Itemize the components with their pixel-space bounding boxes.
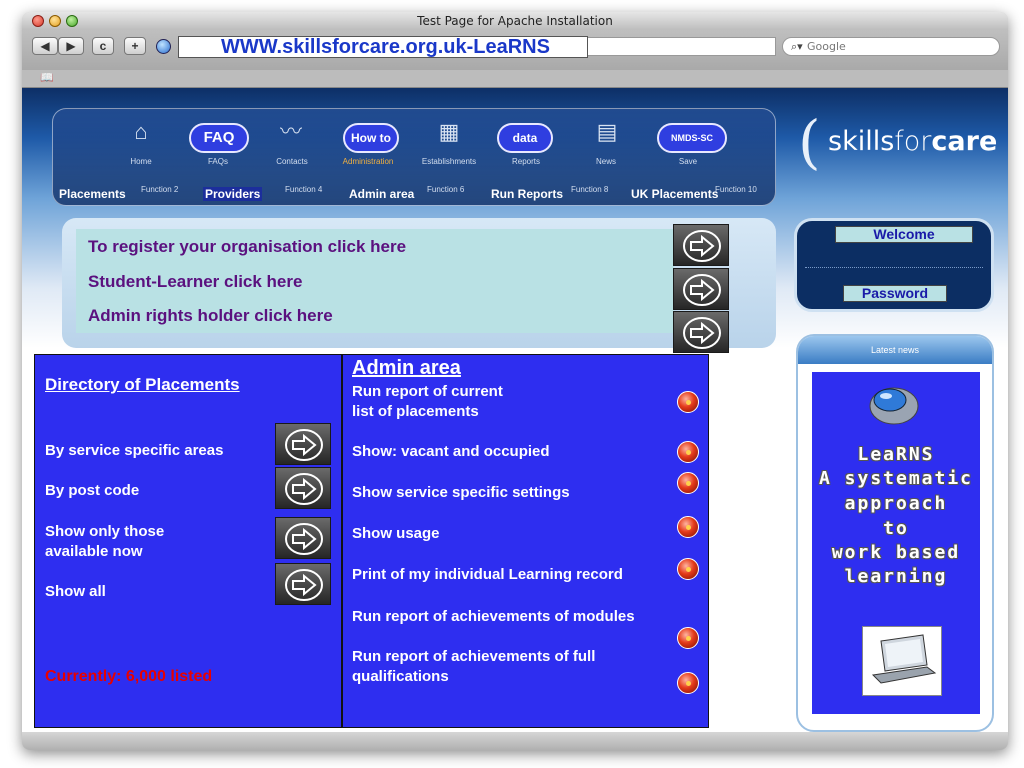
news-icon[interactable]: ▤	[596, 119, 618, 144]
add-bookmark-button[interactable]: +	[124, 37, 146, 55]
student-learner-arrow-button[interactable]	[673, 268, 729, 310]
news-line-work-based: work based	[831, 542, 961, 563]
browser-toolbar	[22, 30, 1008, 70]
bookmarks-bar	[22, 70, 1008, 88]
skillsforcare-logo	[798, 108, 998, 176]
admin-area-heading[interactable]: Admin area	[352, 357, 461, 379]
arrow-right-icon	[284, 472, 324, 506]
laptop-icon[interactable]	[862, 626, 942, 696]
how-to-button[interactable]: How to	[343, 123, 399, 153]
logo-swoosh-icon: (	[798, 108, 821, 176]
minimize-window-button[interactable]	[49, 15, 61, 27]
register-organisation-arrow-button[interactable]	[673, 224, 729, 266]
nav-link-uk-placements[interactable]: UK Placements	[631, 187, 719, 201]
search-placeholder: Google	[807, 40, 846, 53]
news-line-to: to	[883, 518, 909, 539]
nav-label-news[interactable]: News	[595, 157, 616, 166]
news-content	[812, 372, 980, 714]
vacant-occupied-link[interactable]: Show: vacant and occupied	[352, 443, 550, 460]
function-4-label: Function 4	[285, 185, 323, 194]
service-areas-arrow-button[interactable]	[275, 423, 331, 465]
learning-record-button[interactable]	[677, 558, 699, 580]
news-line-learning: learning	[844, 566, 948, 587]
service-settings-button[interactable]	[677, 472, 699, 494]
qualifications-report-button[interactable]	[677, 672, 699, 694]
by-post-code-link[interactable]: By post code	[45, 482, 140, 499]
latest-news-panel	[796, 334, 994, 732]
close-window-button[interactable]	[32, 15, 44, 27]
qualifications-report-link[interactable]: Run report of achievements of full	[352, 648, 596, 665]
show-available-link-line2[interactable]: available now	[45, 543, 143, 560]
arrow-right-icon	[284, 568, 324, 602]
qualifications-report-link-line2[interactable]: qualifications	[352, 668, 449, 685]
function-6-label: Function 6	[427, 185, 465, 194]
site-favicon-icon	[156, 39, 171, 54]
arrow-right-icon	[284, 428, 324, 462]
post-code-arrow-button[interactable]	[275, 467, 331, 509]
news-line-learns: LeaRNS	[857, 444, 935, 465]
nav-label-home[interactable]: Home	[130, 157, 152, 166]
nav-label-faqs[interactable]: FAQs	[207, 157, 228, 166]
mouse-icon	[864, 380, 924, 426]
vacant-occupied-button[interactable]	[677, 441, 699, 463]
book-icon[interactable]: 📖	[40, 72, 54, 84]
logo-text: skillsforcare	[828, 126, 998, 157]
nav-label-establishments[interactable]: Establishments	[421, 157, 477, 166]
data-button[interactable]: data	[497, 123, 553, 153]
admin-rights-holder-link[interactable]: Admin rights holder click here	[88, 306, 333, 325]
search-icon: ⌕▾	[791, 40, 803, 53]
arrow-right-icon	[682, 273, 722, 307]
show-usage-link[interactable]: Show usage	[352, 525, 440, 542]
function-2-label: Function 2	[141, 185, 179, 194]
current-placements-button[interactable]	[677, 391, 699, 413]
arrow-right-icon	[284, 522, 324, 556]
browser-window	[22, 12, 1008, 750]
modules-report-button[interactable]	[677, 627, 699, 649]
password-field[interactable]: Password	[843, 285, 947, 302]
news-line-approach: approach	[844, 493, 948, 514]
nav-link-run-reports[interactable]: Run Reports	[491, 187, 563, 201]
show-all-link[interactable]: Show all	[45, 583, 106, 600]
nav-label-reports[interactable]: Reports	[511, 157, 540, 166]
student-learner-link[interactable]: Student-Learner click here	[88, 272, 303, 291]
zoom-window-button[interactable]	[66, 15, 78, 27]
service-settings-link[interactable]: Show service specific settings	[352, 484, 570, 501]
arrow-right-icon	[682, 316, 722, 350]
latest-news-header: Latest news	[798, 336, 992, 364]
admin-area-panel	[342, 354, 709, 728]
available-now-arrow-button[interactable]	[275, 517, 331, 559]
page-content	[22, 88, 1008, 732]
address-bar[interactable]	[178, 36, 588, 58]
nav-link-placements[interactable]: Placements	[59, 187, 126, 201]
establishments-icon[interactable]: ▦	[438, 119, 460, 144]
back-button[interactable]	[32, 37, 58, 55]
learning-record-link[interactable]: Print of my individual Learning record	[352, 566, 623, 583]
reload-button[interactable]: c	[92, 37, 114, 55]
faq-button[interactable]: FAQ	[189, 123, 249, 153]
status-bar	[22, 732, 1008, 750]
show-usage-button[interactable]	[677, 516, 699, 538]
current-placements-report-link-line2[interactable]: list of placements	[352, 403, 479, 420]
nav-panel	[52, 108, 776, 206]
directory-panel	[34, 354, 342, 728]
current-placements-report-link[interactable]: Run report of current	[352, 383, 503, 400]
directory-heading[interactable]: Directory of Placements	[45, 375, 240, 394]
show-available-link[interactable]: Show only those	[45, 523, 165, 540]
welcome-field[interactable]: Welcome	[835, 226, 973, 243]
search-field[interactable]	[782, 37, 1000, 56]
home-icon[interactable]: ⌂	[134, 119, 148, 144]
forward-button[interactable]	[58, 37, 84, 55]
register-organisation-link[interactable]: To register your organisation click here	[88, 237, 407, 256]
function-10-label: Function 10	[715, 185, 757, 194]
admin-rights-arrow-button[interactable]	[673, 311, 729, 353]
listing-count-status: Currently: 6,000 listed	[45, 668, 213, 685]
login-divider	[805, 267, 983, 268]
address-bar-extension[interactable]	[588, 37, 776, 56]
nav-label-administration[interactable]: Administration	[342, 157, 394, 166]
forward-icon: ▶	[66, 39, 76, 53]
address-text: WWW.skillsforcare.org.uk-LeaRNS	[221, 36, 550, 58]
by-service-areas-link[interactable]: By service specific areas	[45, 442, 224, 459]
registration-links	[76, 229, 674, 333]
window-title: Test Page for Apache Installation	[417, 14, 613, 28]
modules-report-link[interactable]: Run report of achievements of modules	[352, 608, 635, 625]
nmds-sc-button[interactable]: NMDS-SC	[657, 123, 727, 153]
nav-label-save[interactable]: Save	[678, 157, 698, 166]
login-panel	[794, 218, 994, 312]
nav-link-admin-area[interactable]: Admin area	[349, 187, 415, 201]
contacts-icon[interactable]: 〰	[279, 119, 302, 144]
title-bar	[22, 12, 1008, 30]
function-8-label: Function 8	[571, 185, 609, 194]
arrow-right-icon	[682, 229, 722, 263]
nav-label-contacts[interactable]: Contacts	[276, 157, 308, 166]
show-all-arrow-button[interactable]	[275, 563, 331, 605]
nav-link-providers[interactable]: Providers	[205, 187, 261, 201]
news-line-systematic: A systematic	[818, 468, 974, 489]
back-icon: ◀	[40, 39, 50, 53]
